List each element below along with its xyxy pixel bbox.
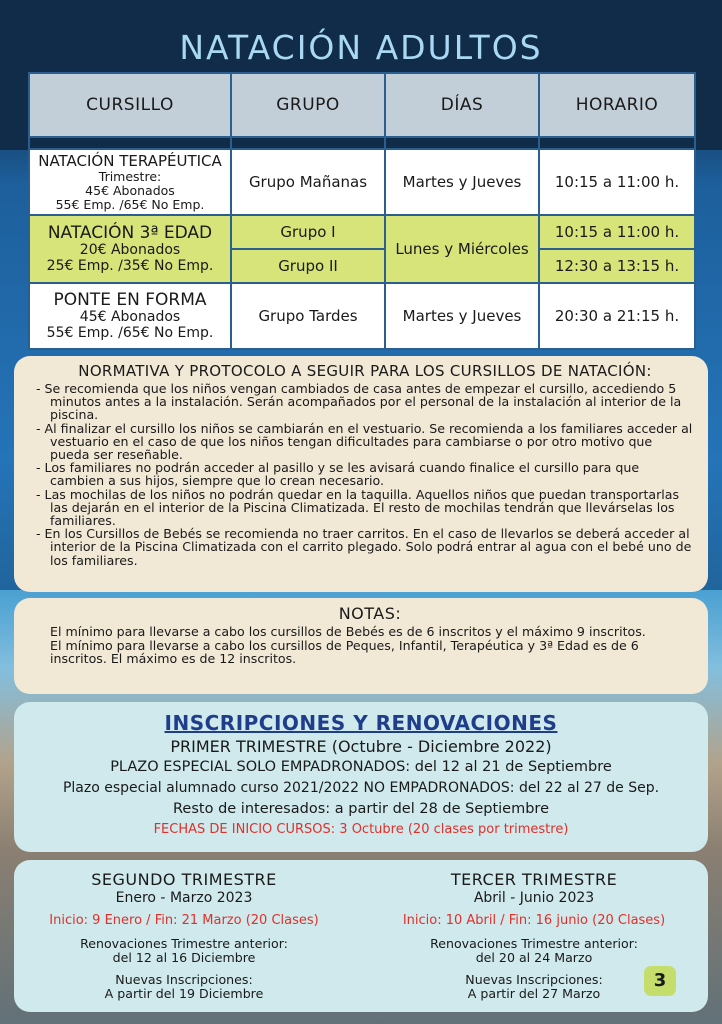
normativa-item: - En los Cursillos de Bebés se recomienda no traer carritos. En el caso de llevarlos se deberá acceder al interior de la Piscina Climatizada con el carrito plegado. Solo podrá entrar al agua con el bebé uno de los familiares.	[36, 526, 692, 568]
table-header-row	[29, 73, 695, 137]
schedule-table	[28, 72, 696, 350]
course-price-abonados: 20€ Abonados	[79, 241, 181, 258]
table-row	[29, 215, 695, 249]
header-dias: DÍAS	[385, 73, 539, 137]
notas-paragraph: El mínimo para llevarse a cabo los cursillos de Peques, Infantil, Terapéutica y 3ª Edad es de 6 inscritos. El máximo es de 12 inscritos.	[50, 637, 639, 667]
table-row	[29, 149, 695, 215]
group-cell: Grupo II	[231, 249, 385, 283]
time-cell: 20:30 a 21:15 h.	[539, 283, 695, 349]
course-name: NATACIÓN 3ª EDAD	[47, 222, 213, 243]
course-price-emp: 25€ Emp. /35€ No Emp.	[46, 257, 214, 274]
course-cell	[29, 149, 231, 215]
notas-title: NOTAS:	[338, 604, 402, 623]
time-cell: 12:30 a 13:15 h.	[539, 249, 695, 283]
notas-paragraph: El mínimo para llevarse a cabo los cursillos de Bebés es de 6 inscritos y el máximo 9 inscritos.	[50, 624, 646, 639]
notas-panel	[14, 598, 708, 694]
normativa-title: NORMATIVA Y PROTOCOLO A SEGUIR PARA LOS CURSILLOS DE NATACIÓN:	[78, 362, 652, 380]
page-title: NATACIÓN ADULTOS	[179, 28, 543, 67]
trimestres-panel	[14, 860, 708, 1012]
normativa-item: - Se recomienda que los niños vengan cambiados de casa antes de empezar el cursillo, accediendo 5 minutos antes a la instalación. Serán acompañados por el personal de la instalación al interior de la piscina.	[36, 381, 682, 423]
header-horario: HORARIO	[539, 73, 695, 137]
group-cell: Grupo I	[231, 215, 385, 249]
normativa-panel	[14, 356, 708, 592]
primer-trimestre: PRIMER TRIMESTRE (Octubre - Diciembre 2022)	[170, 737, 552, 756]
header-grupo: GRUPO	[231, 73, 385, 137]
plazo-alumnado: Plazo especial alumnado curso 2021/2022 NO EMPADRONADOS: del 22 al 27 de Sep.	[62, 780, 660, 796]
segundo-title: SEGUNDO TRIMESTRE	[91, 870, 277, 889]
nuevas-label: Nuevas Inscripciones:	[465, 972, 603, 987]
nuevas-dates: A partir del 27 Marzo	[467, 986, 601, 1001]
segundo-nuevas	[14, 973, 354, 1001]
page-number: 3	[644, 966, 676, 996]
inscripciones-title: INSCRIPCIONES Y RENOVACIONES	[164, 711, 558, 735]
segundo-dates: Inicio: 9 Enero / Fin: 21 Marzo (20 Clases)	[49, 913, 319, 928]
plazo-resto: Resto de interesados: a partir del 28 de Septiembre	[173, 801, 549, 817]
segundo-trimestre	[14, 870, 354, 1009]
renovaciones-dates: del 20 al 24 Marzo	[475, 950, 593, 965]
renovaciones-dates: del 12 al 16 Diciembre	[112, 950, 256, 965]
days-cell: Martes y Jueves	[385, 283, 539, 349]
days-cell: Lunes y Miércoles	[385, 215, 539, 283]
inscripciones-panel	[14, 702, 708, 852]
normativa-item: - Al finalizar el cursillo los niños se cambiarán en el vestuario. Se recomienda a los familiares acceder al vestuario en el caso de que los niños tengan dificultades para cambiarse o por otro motivo que pueda ser reseñable.	[36, 420, 693, 463]
segundo-range: Enero - Marzo 2023	[115, 890, 253, 906]
days-cell: Martes y Jueves	[385, 149, 539, 215]
nuevas-label: Nuevas Inscripciones:	[115, 972, 253, 987]
course-cell	[29, 215, 231, 283]
time-cell: 10:15 a 11:00 h.	[539, 215, 695, 249]
tercer-range: Abril - Junio 2023	[473, 890, 595, 906]
segundo-renovaciones	[14, 937, 354, 965]
fechas-inicio: FECHAS DE INICIO CURSOS: 3 Octubre (20 clases por trimestre)	[153, 822, 569, 837]
group-cell: Grupo Tardes	[231, 283, 385, 349]
time-cell: 10:15 a 11:00 h.	[539, 149, 695, 215]
course-price-abonados: 45€ Abonados	[85, 182, 175, 198]
course-price-abonados: 45€ Abonados	[79, 308, 181, 325]
tercer-renovaciones	[364, 937, 704, 965]
table-gap	[29, 137, 695, 149]
course-cell	[29, 283, 231, 349]
plazo-empadronados: PLAZO ESPECIAL SOLO EMPADRONADOS: del 12 al 21 de Septiembre	[110, 759, 612, 775]
renovaciones-label: Renovaciones Trimestre anterior:	[80, 936, 288, 951]
renovaciones-label: Renovaciones Trimestre anterior:	[430, 936, 638, 951]
group-cell: Grupo Mañanas	[231, 149, 385, 215]
course-period: Trimestre:	[98, 168, 162, 184]
tercer-title: TERCER TRIMESTRE	[450, 870, 618, 889]
table-row	[29, 283, 695, 349]
course-price-emp: 55€ Emp. /65€ No Emp.	[46, 324, 214, 341]
header-cursillo: CURSILLO	[29, 73, 231, 137]
nuevas-dates: A partir del 19 Diciembre	[104, 986, 264, 1001]
course-name: PONTE EN FORMA	[53, 289, 207, 310]
tercer-dates: Inicio: 10 Abril / Fin: 16 junio (20 Clases)	[402, 913, 666, 928]
normativa-item: - Los familiares no podrán acceder al pasillo y se les avisará cuando finalice el cursillo para que cambien a sus hijos, siempre que lo crean necesario.	[36, 460, 640, 489]
course-name: NATACIÓN TERAPÉUTICA	[38, 151, 222, 170]
normativa-item: - Las mochilas de los niños no podrán quedar en la taquilla. Aquellos niños que puedan transportarlas las dejarán en el interior de la Piscina Climatizada. El resto de mochilas tendrán que llevárselas los familiares.	[36, 486, 680, 529]
course-price-emp: 55€ Emp. /65€ No Emp.	[55, 196, 205, 212]
